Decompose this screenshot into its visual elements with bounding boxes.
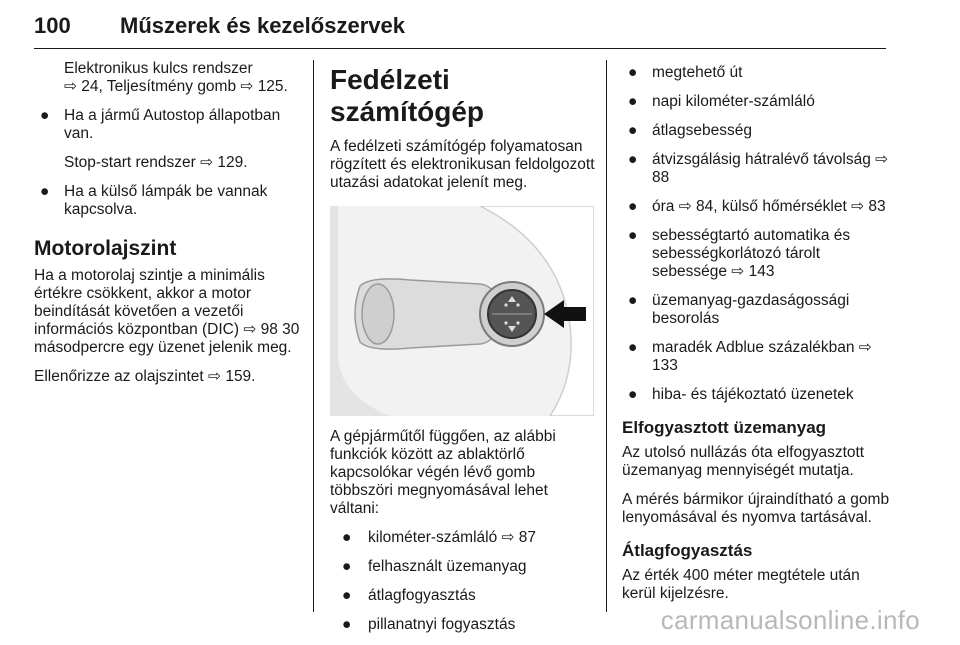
column-1	[34, 60, 304, 397]
bullet-icon: ●	[628, 339, 638, 356]
paragraph: A mérés bármikor újraindítható a gomb lenyomásával és nyomva tartásával.	[622, 491, 890, 526]
function-list	[330, 529, 598, 634]
list-item-subtext: Stop-start rendszer ⇨ 129.	[64, 154, 248, 171]
list-item-text: maradék Adblue százalékban ⇨ 133	[652, 339, 872, 374]
page-number: 100	[34, 13, 71, 38]
section-title-fedelzeti: Fedélzeti számítógép	[330, 64, 485, 127]
column-2	[330, 60, 598, 645]
list-item-text: átvizsgálásig hátralévő távolság ⇨ 88	[652, 151, 889, 186]
list-item-text: pillanatnyi fogyasztás	[368, 616, 516, 633]
column-divider-1	[313, 60, 314, 612]
paragraph: Az érték 400 méter megtétele után kerül kijelzésre.	[622, 567, 860, 602]
list-item-text: kilométer-számláló ⇨ 87	[368, 529, 537, 546]
condition-list	[34, 107, 304, 219]
list-item	[330, 616, 598, 634]
list-item-text: Ha a jármű Autostop állapotban van.	[64, 107, 281, 142]
list-item	[622, 198, 892, 216]
chapter-title: Műszerek és kezelőszervek	[120, 13, 405, 38]
column-3	[622, 60, 892, 614]
intro-text	[34, 60, 304, 96]
list-item	[330, 558, 598, 576]
list-item-text: megtehető út	[652, 64, 743, 81]
bullet-icon: ●	[40, 107, 50, 124]
list-item-text: sebességtartó automatika és sebességkorlátozó tárolt sebessége ⇨ 143	[652, 227, 851, 280]
paragraph: Ellenőrizze az olajszintet ⇨ 159.	[34, 368, 256, 385]
list-item	[622, 93, 892, 111]
bullet-icon: ●	[342, 558, 352, 575]
list-item	[622, 292, 892, 328]
bullet-icon: ●	[628, 151, 638, 168]
list-item	[330, 587, 598, 605]
list-item-text: átlagsebesség	[652, 122, 752, 139]
watermark: carmanualsonline.info	[660, 605, 920, 635]
list-item	[330, 529, 598, 547]
paragraph: Az utolsó nullázás óta elfogyasztott üzemanyag mennyiségét mutatja.	[622, 444, 865, 479]
list-item	[622, 386, 892, 404]
list-item	[34, 107, 304, 172]
paragraph: Ha a motorolaj szintje a minimális értékre csökkent, akkor a motor beindítását követően a vezetői információs központban (DIC) ⇨ 98 30 másodpercre egy üzenet jelenik meg.	[34, 267, 300, 356]
bullet-icon: ●	[628, 386, 638, 403]
list-item	[622, 227, 892, 281]
section-title-motorolajszint: Motorolajszint	[34, 237, 177, 260]
section-title-atlagfogyasztas: Átlagfogyasztás	[622, 541, 753, 560]
wiper-lever-button-figure	[330, 206, 594, 416]
list-item-text: átlagfogyasztás	[368, 587, 476, 604]
paragraph: A gépjárműtől függően, az alábbi funkciók között az ablaktörlő kapcsolókar végén lévő gomb többszöri megnyomásával lehet váltani:	[330, 428, 556, 517]
bullet-icon: ●	[628, 93, 638, 110]
bullet-icon: ●	[342, 529, 352, 546]
list-item-text: napi kilométer-számláló	[652, 93, 815, 110]
list-item-text: hiba- és tájékoztató üzenetek	[652, 386, 854, 403]
bullet-icon: ●	[342, 616, 352, 633]
list-item-text: óra ⇨ 84, külső hőmérséklet ⇨ 83	[652, 198, 886, 215]
list-item	[622, 64, 892, 82]
list-item-text: üzemanyag-gazdaságossági besorolás	[652, 292, 850, 327]
bullet-icon: ●	[628, 227, 638, 244]
section-title-elfogyasztott: Elfogyasztott üzemanyag	[622, 418, 827, 437]
intro-line-2: ⇨ 24, Teljesítmény gomb ⇨ 125.	[64, 78, 288, 95]
bullet-icon: ●	[628, 198, 638, 215]
intro-line-1: Elektronikus kulcs rendszer	[64, 60, 253, 77]
bullet-icon: ●	[628, 292, 638, 309]
bullet-icon: ●	[342, 587, 352, 604]
bullet-icon: ●	[628, 64, 638, 81]
list-item-text: felhasznált üzemanyag	[368, 558, 527, 575]
list-item-text: Ha a külső lámpák be vannak kapcsolva.	[64, 183, 268, 218]
list-item	[622, 151, 892, 187]
list-item	[622, 122, 892, 140]
bullet-icon: ●	[628, 122, 638, 139]
list-item	[34, 183, 304, 219]
bullet-icon: ●	[40, 183, 50, 200]
paragraph: A fedélzeti számítógép folyamatosan rögzített és elektronikusan feldolgozott utazási adatokat jelenít meg.	[330, 138, 595, 191]
function-list-continued	[622, 64, 892, 404]
column-divider-2	[606, 60, 607, 612]
list-item	[622, 339, 892, 375]
page-header	[34, 4, 886, 49]
